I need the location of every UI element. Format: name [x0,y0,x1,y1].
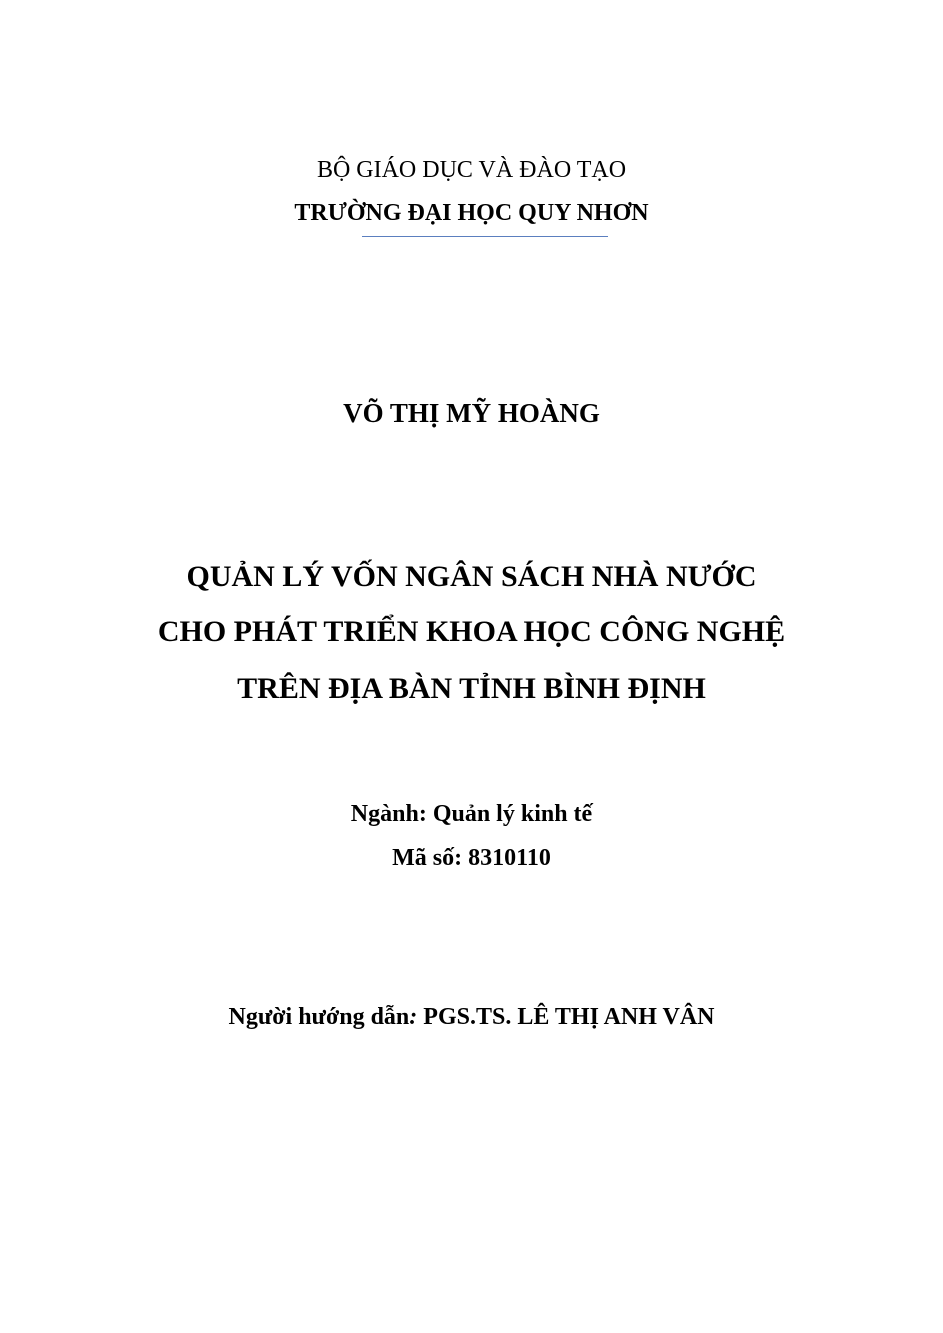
major-field: Ngành: Quản lý kinh tế [350,801,593,827]
advisor-line [0,1004,943,1031]
university-name: TRƯỜNG ĐẠI HỌC QUY NHƠN [294,200,649,226]
ministry-name: BỘ GIÁO DỤC VÀ ĐÀO TẠO [316,157,627,183]
thesis-title-line-3: TRÊN ĐỊA BÀN TỈNH BÌNH ĐỊNH [237,672,706,705]
advisor-colon: : [409,1004,418,1030]
thesis-title-line-1: QUẢN LÝ VỐN NGÂN SÁCH NHÀ NƯỚC [186,560,757,593]
advisor-label: Người hướng dẫn [228,1004,410,1030]
advisor-name: PGS.TS. LÊ THỊ ANH VÂN [417,1004,715,1030]
header-divider [362,236,608,237]
author-name: VÕ THỊ MỸ HOÀNG [343,398,600,428]
major-code: Mã số: 8310110 [392,845,551,871]
thesis-title-line-2: CHO PHÁT TRIỂN KHOA HỌC CÔNG NGHỆ [157,615,786,648]
